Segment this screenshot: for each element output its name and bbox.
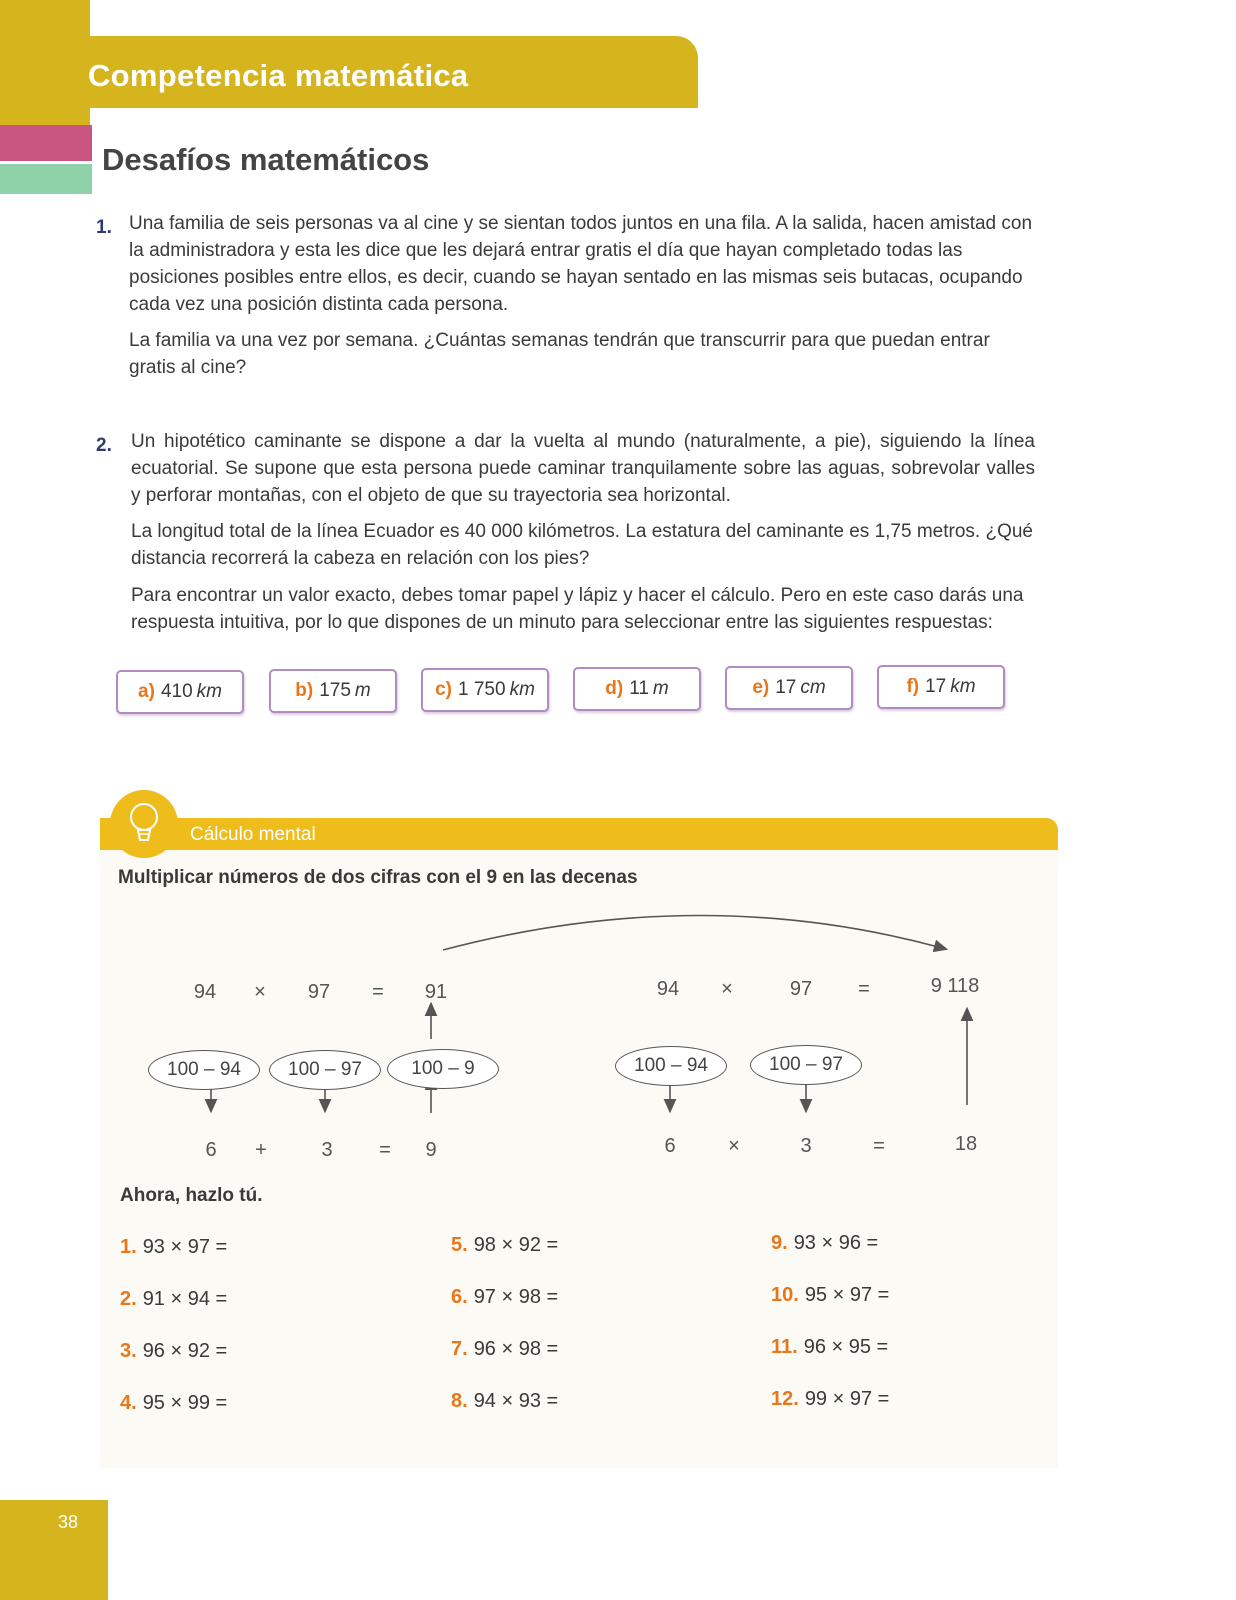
answer-value: 1 750 bbox=[458, 679, 506, 700]
left-bottom-result: 9 bbox=[425, 1139, 437, 1161]
answer-unit: m bbox=[354, 680, 371, 701]
right-top-result: 9 118 bbox=[930, 975, 980, 997]
problem-1-number: 1. bbox=[96, 217, 112, 238]
exercise-item: 11. 96 × 95 = bbox=[771, 1336, 889, 1358]
answer-letter: b) bbox=[295, 680, 314, 701]
right-bottom-op: = bbox=[873, 1135, 885, 1157]
right-oval: 100 – 97 bbox=[750, 1045, 862, 1085]
answer-value: 410 bbox=[160, 681, 193, 702]
page-header-title: Competencia matemática bbox=[88, 58, 469, 93]
right-bottom-op: × bbox=[728, 1135, 740, 1157]
answer-letter: e) bbox=[752, 677, 770, 698]
right-bottom-term: 6 bbox=[664, 1135, 676, 1157]
calc-label: Cálculo mental bbox=[190, 824, 316, 845]
left-top-op: = bbox=[372, 981, 384, 1003]
problem-2-text: Un hipotético caminante se dispone a dar la vuelta al mundo (naturalmente, a pie), siguiendo la línea ecuatorial. Se supone que esta persona puede caminar tranquilamente sobre las aguas, sobrevolar valles y perforar montañas, con el objeto de que su trayectoria sea horizontal. bbox=[131, 431, 1035, 506]
right-top-op: × bbox=[721, 978, 733, 1000]
right-top-op: = bbox=[858, 978, 870, 1000]
answer-letter: f) bbox=[906, 676, 920, 697]
now-heading: Ahora, hazlo tú. bbox=[120, 1185, 263, 1206]
exercise-item: 12. 99 × 97 = bbox=[771, 1388, 890, 1410]
exercise-item: 2. 91 × 94 = bbox=[120, 1288, 228, 1310]
left-top-op: × bbox=[254, 981, 266, 1003]
exercise-item: 3. 96 × 92 = bbox=[120, 1340, 228, 1362]
left-top-result: 91 bbox=[424, 981, 448, 1003]
answer-value: 175 bbox=[319, 680, 351, 701]
answer-value: 17 bbox=[925, 676, 947, 697]
answer-letter: d) bbox=[605, 678, 624, 699]
exercise-item: 9. 93 × 96 = bbox=[771, 1232, 879, 1254]
exercise-item: 8. 94 × 93 = bbox=[451, 1390, 559, 1412]
answer-unit: cm bbox=[800, 677, 826, 698]
answer-unit: m bbox=[652, 678, 669, 699]
right-bottom-term: 3 bbox=[800, 1135, 812, 1157]
left-bottom-term: 3 bbox=[321, 1139, 333, 1161]
answer-unit: km bbox=[950, 676, 976, 697]
right-bottom-result: 18 bbox=[954, 1133, 978, 1155]
answer-letter: a) bbox=[138, 681, 155, 702]
left-top-term: 97 bbox=[307, 981, 331, 1003]
left-bottom-op: + bbox=[255, 1139, 267, 1161]
calc-subtitle: Multiplicar números de dos cifras con el 9 en las decenas bbox=[118, 867, 638, 888]
right-oval: 100 – 94 bbox=[615, 1046, 727, 1086]
exercise-item: 7. 96 × 98 = bbox=[451, 1338, 559, 1360]
answer-value: 11 bbox=[629, 678, 649, 699]
left-oval: 100 – 97 bbox=[269, 1050, 381, 1090]
exercise-item: 10. 95 × 97 = bbox=[771, 1284, 890, 1306]
problem-2-number: 2. bbox=[96, 435, 112, 456]
exercise-item: 1. 93 × 97 = bbox=[120, 1236, 228, 1258]
exercise-item: 4. 95 × 99 = bbox=[120, 1392, 228, 1414]
answer-unit: km bbox=[509, 679, 535, 700]
left-oval: 100 – 9 bbox=[387, 1049, 499, 1089]
problem-1-question: La familia va una vez por semana. ¿Cuántas semanas tendrán que transcurrir para que puedan entrar gratis al cine? bbox=[129, 330, 990, 378]
page-number: 38 bbox=[58, 1512, 79, 1532]
problem-2-instructions: Para encontrar un valor exacto, debes tomar papel y lápiz y hacer el cálculo. Pero en este caso darás una respuesta intuitiva, por lo que dispones de un minuto para seleccionar entre las siguientes respuestas: bbox=[131, 585, 1024, 633]
right-top-term: 94 bbox=[656, 978, 680, 1000]
answer-letter: c) bbox=[435, 679, 453, 700]
problem-2-data: La longitud total de la línea Ecuador es 40 000 kilómetros. La estatura del caminante es 1,75 metros. ¿Qué distancia recorrerá la cabeza en relación con los pies? bbox=[131, 521, 1033, 569]
page-number-box bbox=[0, 1500, 108, 1600]
answer-unit: km bbox=[196, 681, 222, 702]
right-top-term: 97 bbox=[789, 978, 813, 1000]
exercise-item: 6. 97 × 98 = bbox=[451, 1286, 559, 1308]
left-bottom-term: 6 bbox=[205, 1139, 217, 1161]
exercise-item: 5. 98 × 92 = bbox=[451, 1234, 559, 1256]
answer-value: 17 bbox=[775, 677, 797, 698]
left-oval: 100 – 94 bbox=[148, 1050, 260, 1090]
left-top-term: 94 bbox=[193, 981, 217, 1003]
problem-1-text: Una familia de seis personas va al cine y se sientan todos juntos en una fila. A la salida, hacen amistad con la administradora y esta les dice que les dejará entrar gratis el día que hayan completado todas las posiciones posibles entre ellos, es decir, cuando se hayan sentado en las mismas seis butacas, ocupando cada vez una posición distinta cada persona. bbox=[129, 213, 1033, 315]
section-title: Desafíos matemáticos bbox=[102, 142, 430, 177]
left-bottom-op: = bbox=[379, 1139, 391, 1161]
